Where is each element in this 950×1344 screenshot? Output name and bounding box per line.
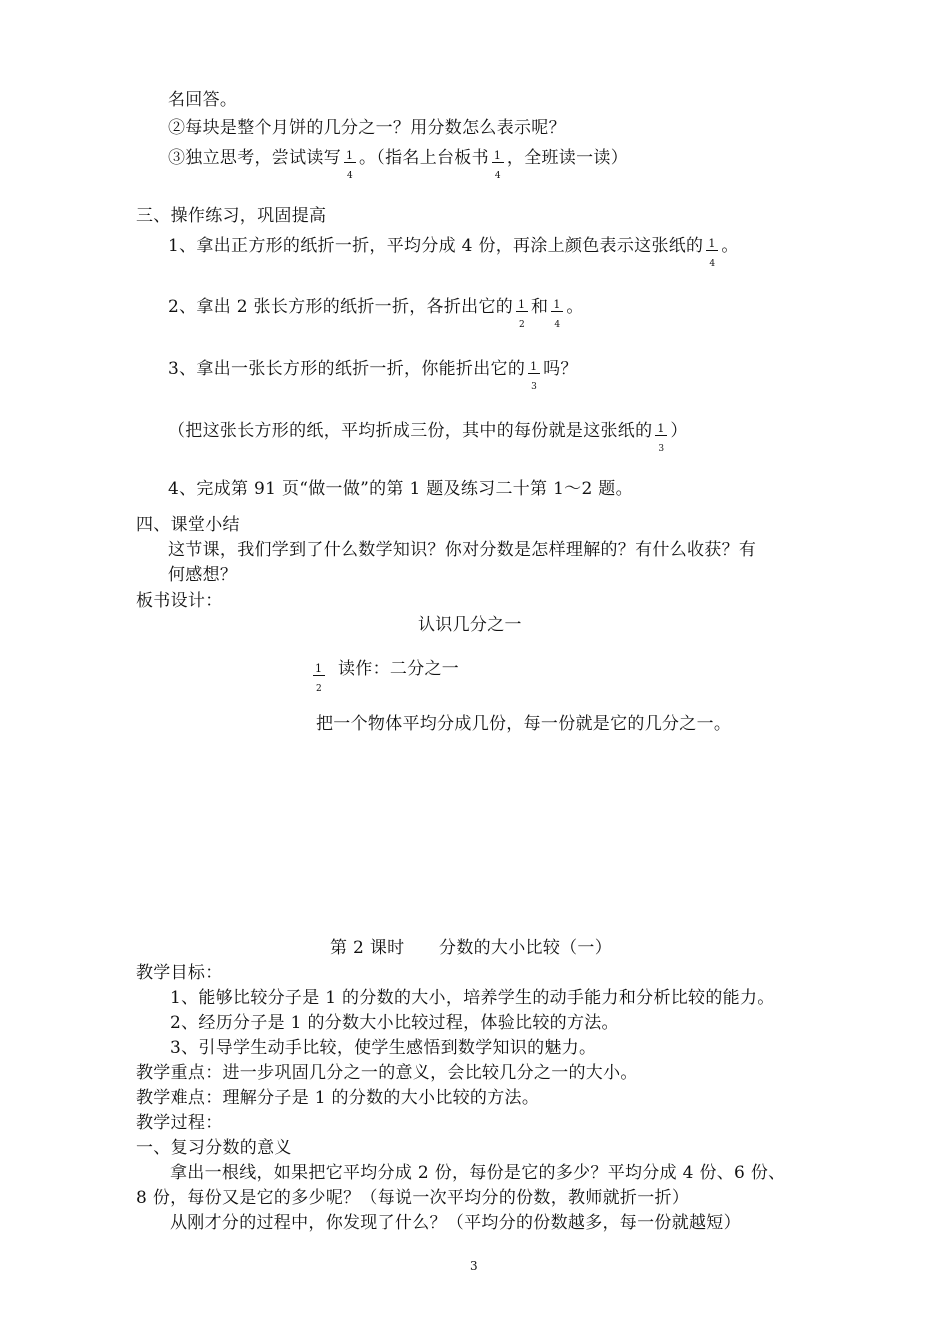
text-segment: 3、拿出一张长方形的纸折一折，你能折出它的 [168,359,526,379]
fraction-one-quarter [706,235,718,269]
fraction-bar [528,373,540,374]
text-line: 何感想？ [168,565,238,585]
board-design-label: 板书设计： [136,591,223,611]
text-line: 名回答。 [168,90,238,110]
fraction-numerator: 1 [708,237,716,250]
text-segment: 1、拿出正方形的纸折一折，平均分成 4 份，再涂上颜色表示这张纸的 [168,236,704,256]
fraction-bar [706,250,718,251]
fraction-bar [344,162,356,163]
fraction-denominator: 4 [494,171,501,181]
text-line [168,147,629,181]
exercise-1 [168,235,739,269]
text-segment: 。 [721,236,739,256]
text-segment: 和 [531,297,549,317]
text-line: 8 份，每份又是它的多少呢？（每说一次平均分的份数，教师就折一折） [136,1188,690,1208]
fraction-one-third [528,358,540,392]
text-line: ②每块是整个月饼的几分之一？用分数怎么表示呢？ [168,118,566,138]
fraction-denominator: 4 [709,259,716,269]
text-line: 2、经历分子是 1 的分数大小比较过程，体验比较的方法。 [170,1013,619,1033]
fraction-bar [551,311,563,312]
fraction-denominator: 2 [316,684,322,694]
fraction-denominator: 4 [347,171,354,181]
fraction-numerator: 1 [657,422,665,435]
fraction-one-quarter [344,147,356,181]
text-segment: ③独立思考，尝试读写 [168,148,341,168]
fraction-numerator: 1 [493,149,502,162]
page-number: 3 [470,1259,478,1273]
section-heading: 四、课堂小结 [136,515,240,535]
text-line: 教学难点：理解分子是 1 的分数的大小比较的方法。 [136,1088,540,1108]
section-heading: 三、操作练习，巩固提高 [136,206,327,226]
text-segment: 2、拿出 2 张长方形的纸折一折，各折出它的 [168,297,514,317]
fraction-denominator: 4 [554,320,561,330]
fraction-denominator: 3 [658,444,665,454]
section-heading: 教学过程： [136,1113,223,1133]
fraction-numerator: 1 [315,662,322,675]
text-segment: ，全班读一读） [506,148,629,168]
fraction-denominator: 2 [519,320,526,330]
text-line: 1、能够比较分子是 1 的分数的大小，培养学生的动手能力和分析比较的能力。 [170,988,775,1008]
fraction-numerator: 1 [553,298,561,311]
text-line: 拿出一根线，如果把它平均分成 2 份，每份是它的多少？平均分成 4 份、6 份、 [170,1163,786,1183]
fraction-one-third [655,420,667,454]
board-definition: 把一个物体平均分成几份，每一份就是它的几分之一。 [316,714,732,734]
text-segment: 。（指名上台板书 [359,148,489,168]
fraction-one-quarter [492,147,504,181]
board-title: 认识几分之一 [418,615,522,635]
fraction-denominator: 3 [531,382,538,392]
lesson-title: 第 2 课时 分数的大小比较（一） [330,938,613,958]
fraction-bar [492,162,504,163]
text-line: 3、引导学生动手比较，使学生感悟到数学知识的魅力。 [170,1038,597,1058]
fraction-bar [655,435,667,436]
exercise-3 [168,358,578,392]
fraction-one-half [313,660,325,694]
fraction-bar [313,675,325,676]
fraction-numerator: 1 [530,360,538,373]
fraction-numerator: 1 [518,298,526,311]
exercise-3-note [168,420,688,454]
section-heading: 教学目标： [136,963,223,983]
section-heading: 一、复习分数的意义 [136,1138,292,1158]
text-segment: 。 [566,297,584,317]
exercise-2 [168,296,584,330]
exercise-4: 4、完成第 91 页“做一做”的第 1 题及练习二十第 1～2 题。 [168,479,633,499]
fraction-one-half [516,296,528,330]
board-reading: 读作：二分之一 [338,659,460,679]
fraction-bar [516,311,528,312]
text-segment: （把这张长方形的纸，平均折成三份，其中的每份就是这张纸的 [168,421,653,441]
text-segment: ） [670,421,688,441]
text-line: 这节课，我们学到了什么数学知识？你对分数是怎样理解的？有什么收获？有 [168,540,757,560]
text-segment: 吗？ [543,359,578,379]
fraction-one-quarter [551,296,563,330]
text-line: 教学重点：进一步巩固几分之一的意义，会比较几分之一的大小。 [136,1063,638,1083]
text-line: 从刚才分的过程中，你发现了什么？（平均分的份数越多，每一份就越短） [170,1213,741,1233]
fraction-numerator: 1 [346,149,354,162]
